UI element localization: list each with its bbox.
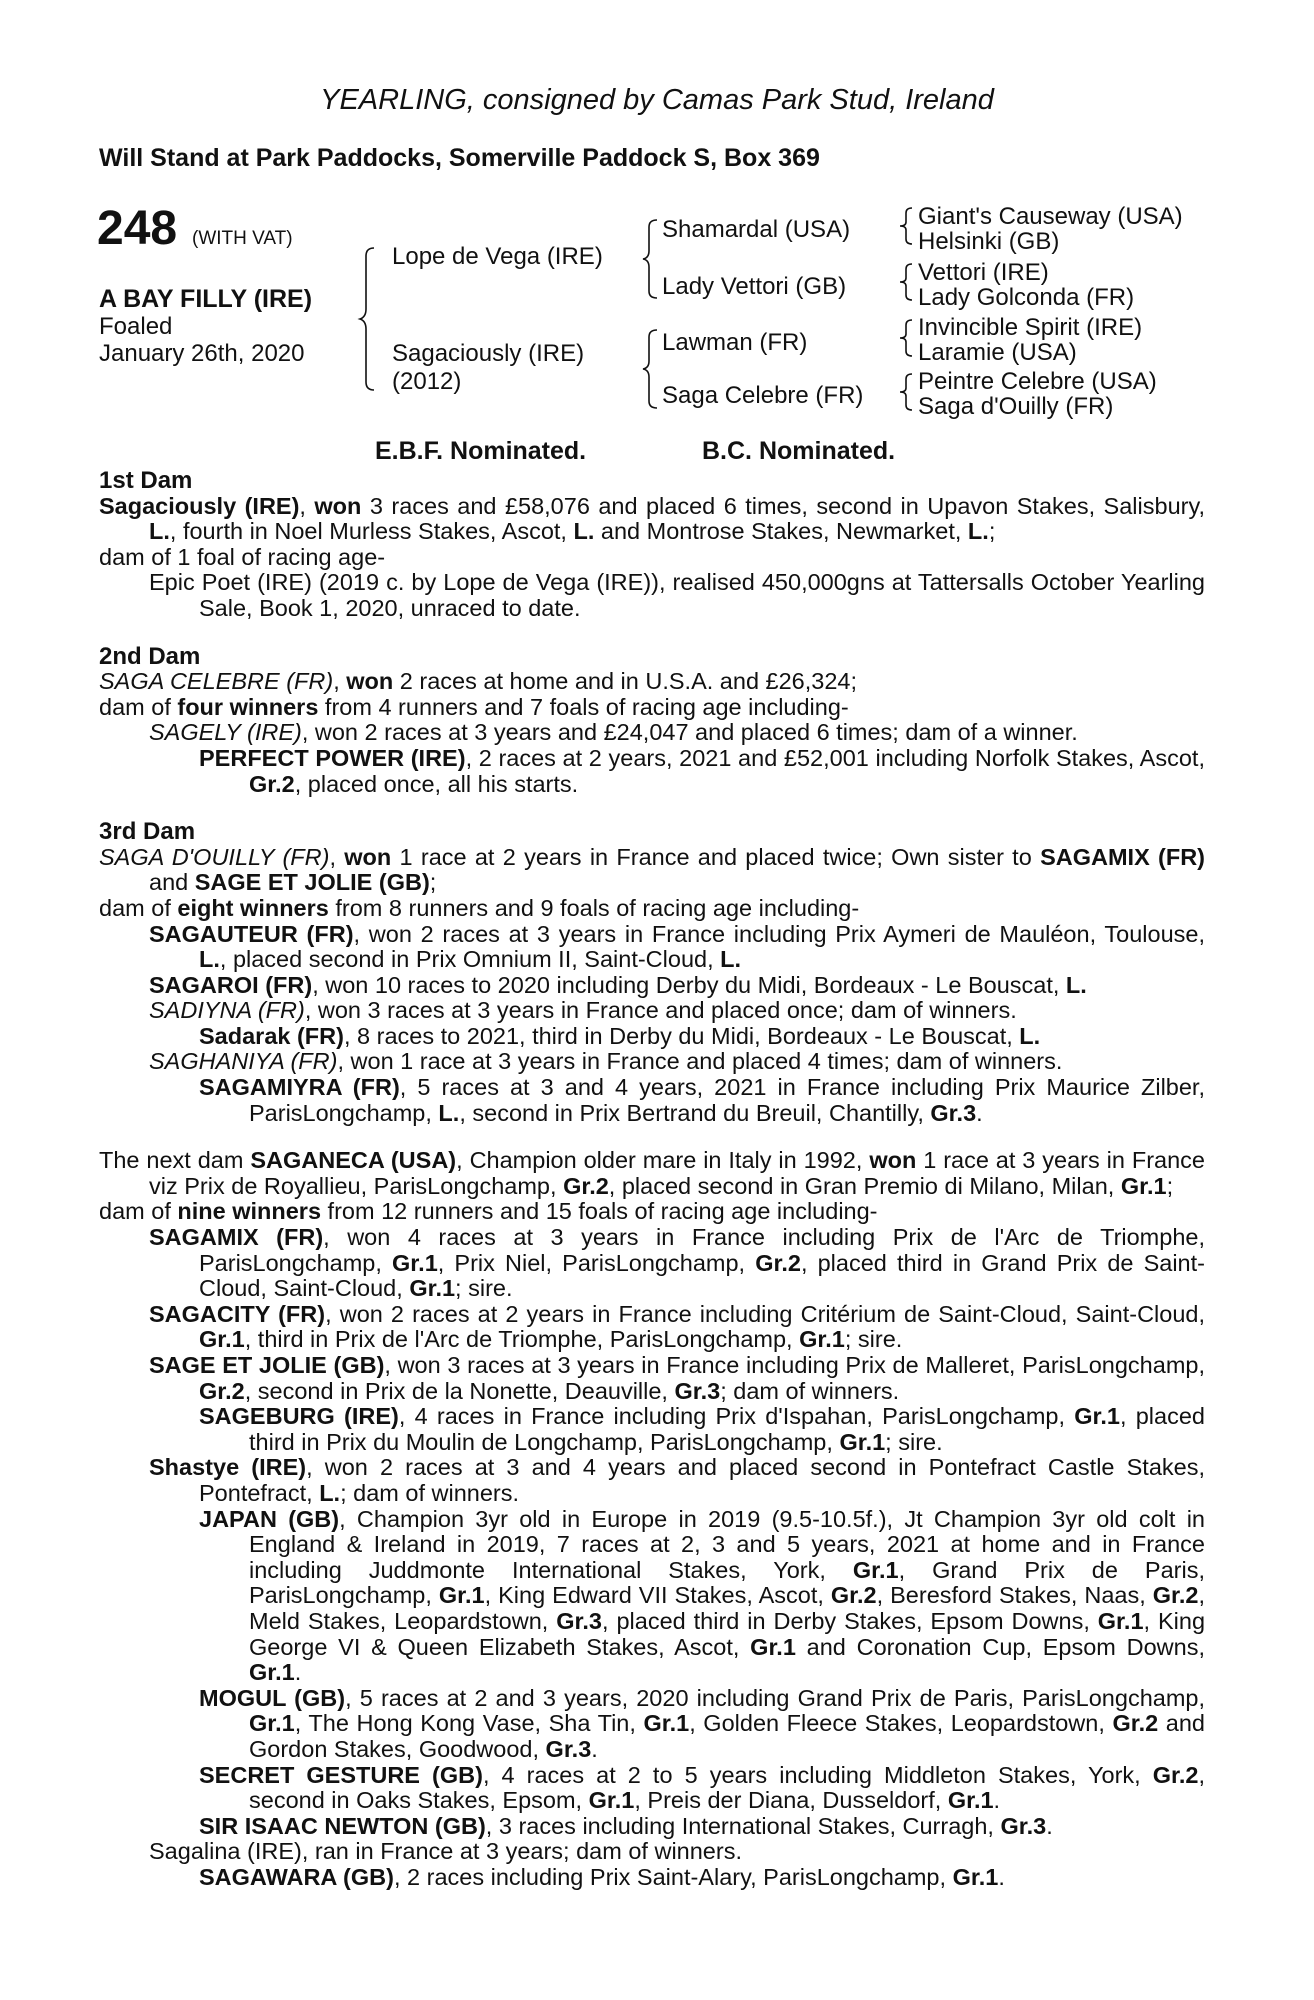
text-run: , won 3 races at 3 years in France including Prix de Malleret, ParisLongchamp, bbox=[384, 1352, 1205, 1378]
text-run: from 8 runners and 9 foals of racing age including- bbox=[328, 894, 860, 921]
foaled-date: January 26th, 2020 bbox=[99, 340, 305, 367]
text-run: ; sire. bbox=[455, 1275, 513, 1302]
text-run: , placed second in Gran Premio di Milano, Milan, bbox=[608, 1172, 1121, 1199]
pedigree-ggp: Invincible Spirit (IRE) bbox=[918, 314, 1143, 341]
text-run: . bbox=[993, 1787, 1001, 1814]
bold-run: Gr.2 bbox=[755, 1249, 801, 1276]
text-run: , fourth in Noel Murless Stakes, Ascot, bbox=[169, 518, 574, 545]
bold-run: Gr.1 bbox=[799, 1326, 845, 1353]
bold-run: SAGAMIX (FR) bbox=[149, 1224, 324, 1251]
text-run: 1 race at 2 years in France and placed twice; Own sister to bbox=[391, 843, 1041, 870]
text-run: , 2 races including Prix Saint-Alary, ParisLongchamp, bbox=[393, 1863, 953, 1890]
text-run: ; bbox=[1166, 1172, 1174, 1199]
brace-ggp-3 bbox=[898, 318, 916, 358]
foaled-label: Foaled bbox=[99, 313, 173, 340]
text-run: , won 2 races at 2 years in France including Critérium de Saint-Cloud, Saint-Cloud, bbox=[325, 1300, 1205, 1327]
pedigree-entry bbox=[99, 1075, 1205, 1126]
text-run: and Gordon Stakes, Goodwood, bbox=[249, 1710, 1205, 1762]
bold-run: PERFECT POWER (IRE) bbox=[199, 744, 466, 771]
text-run: , placed once, all his starts. bbox=[294, 770, 579, 797]
bold-run: SAGE ET JOLIE (GB) bbox=[149, 1352, 385, 1378]
stand-location: Will Stand at Park Paddocks, Somerville Paddock S, Box 369 bbox=[99, 144, 820, 172]
bold-run: Gr.3 bbox=[1000, 1812, 1047, 1839]
bold-run: SAGAUTEUR (FR) bbox=[149, 920, 354, 947]
pedigree-ggp: Giant's Causeway (USA) bbox=[918, 203, 1183, 230]
pedigree-entry bbox=[99, 1507, 1205, 1686]
pedigree-dam-sire: Lawman (FR) bbox=[662, 329, 808, 356]
pedigree-entry bbox=[99, 1148, 1205, 1199]
bold-run: Gr.1 bbox=[852, 1556, 899, 1583]
bold-run: L. bbox=[149, 518, 170, 545]
bold-run: SAGANECA (USA) bbox=[250, 1147, 457, 1174]
pedigree-entry bbox=[99, 1839, 1205, 1865]
text-run: . bbox=[1046, 1812, 1053, 1839]
text-run: , Golden Fleece Stakes, Leopardstown, bbox=[689, 1710, 1113, 1737]
text-run: . bbox=[998, 1863, 1005, 1890]
text-run: , 2 races at 2 years, 2021 and £52,001 including Norfolk Stakes, Ascot, bbox=[465, 744, 1205, 771]
text-run: , won 3 races at 3 years in France and placed once; dam of winners. bbox=[304, 997, 1017, 1024]
text-run: . bbox=[591, 1735, 598, 1762]
text-run: and Coronation Cup, Epsom Downs, bbox=[795, 1633, 1205, 1660]
pedigree-entry bbox=[99, 973, 1205, 999]
text-run: , Meld Stakes, Leopardstown, bbox=[249, 1582, 1205, 1634]
pedigree-entry bbox=[99, 570, 1205, 621]
bold-run: Sagaciously (IRE) bbox=[99, 492, 300, 519]
bold-run: Gr.2 bbox=[1112, 1710, 1159, 1737]
page-subtitle: YEARLING, consigned by Camas Park Stud, Ireland bbox=[320, 84, 994, 116]
bold-run: Gr.1 bbox=[839, 1428, 886, 1455]
bold-run: nine winners bbox=[177, 1198, 322, 1225]
text-run: , 8 races to 2021, third in Derby du Midi, Bordeaux - Le Bouscat, bbox=[343, 1022, 1020, 1049]
pedigree-entry bbox=[99, 1865, 1205, 1891]
bold-run: Gr.1 bbox=[1097, 1607, 1144, 1634]
text-run: , won 2 races at 3 years and £24,047 and placed 6 times; dam of a winner. bbox=[301, 719, 1078, 746]
pedigree-entry bbox=[99, 695, 1205, 721]
bold-run: Gr.1 bbox=[249, 1659, 295, 1686]
bold-run: SAGAMIYRA (FR) bbox=[199, 1074, 400, 1101]
pedigree-sire-sire: Shamardal (USA) bbox=[662, 216, 851, 243]
text-run: from 4 runners and 7 foals of racing age including- bbox=[318, 693, 849, 720]
pedigree-entry bbox=[99, 896, 1205, 922]
bold-run: SECRET GESTURE (GB) bbox=[199, 1761, 483, 1788]
bold-run: Gr.1 bbox=[1120, 1172, 1167, 1199]
bold-run: SAGE ET JOLIE (GB) bbox=[194, 869, 430, 896]
text-run: , won 2 races at 3 and 4 years and placed second in Pontefract Castle Stakes, Pontefract, bbox=[199, 1454, 1205, 1506]
bc-nomination: B.C. Nominated. bbox=[702, 437, 896, 465]
text-run: ; sire. bbox=[885, 1428, 943, 1455]
text-run: , Grand Prix de Paris, ParisLongchamp, bbox=[249, 1556, 1205, 1609]
bold-run: L. bbox=[967, 518, 989, 545]
bold-run: JAPAN (GB) bbox=[199, 1505, 340, 1532]
text-run: ; bbox=[988, 518, 996, 545]
text-run: , third in Prix de l'Arc de Triomphe, ParisLongchamp, bbox=[244, 1326, 800, 1353]
pedigree-entry bbox=[99, 669, 1205, 695]
brace-sire-parents bbox=[641, 218, 661, 300]
bold-run: four winners bbox=[177, 693, 319, 720]
vat-note: (WITH VAT) bbox=[192, 228, 293, 249]
text-run: , Prix Niel, ParisLongchamp, bbox=[437, 1249, 756, 1276]
bold-run: Gr.2 bbox=[1152, 1582, 1199, 1609]
pedigree-entry bbox=[99, 545, 1205, 571]
bold-run: Gr.2 bbox=[830, 1582, 877, 1609]
bold-run: Gr.1 bbox=[643, 1710, 690, 1737]
text-run: , second in Oaks Stakes, Epsom, bbox=[249, 1761, 1205, 1814]
section-heading: 3rd Dam bbox=[99, 818, 196, 846]
pedigree-dam-year: (2012) bbox=[392, 368, 462, 395]
lot-number: 248 bbox=[97, 202, 178, 255]
pedigree-dam: Sagaciously (IRE) bbox=[392, 340, 585, 367]
italic-run: SAGHANIYA (FR) bbox=[149, 1048, 338, 1075]
bold-run: L. bbox=[1019, 1022, 1041, 1049]
bold-run: L. bbox=[1065, 971, 1087, 998]
bold-run: SAGACITY (FR) bbox=[149, 1300, 326, 1327]
bold-run: L. bbox=[573, 518, 595, 545]
bold-run: Gr.1 bbox=[438, 1582, 485, 1609]
bold-run: SAGAMIX (FR) bbox=[1040, 843, 1205, 870]
bold-run: won bbox=[344, 843, 392, 870]
text-run: Sagalina (IRE), ran in France at 3 years; dam of winners. bbox=[149, 1838, 742, 1865]
text-run: , placed second in Prix Omnium II, Saint-Cloud, bbox=[219, 946, 721, 973]
pedigree-entry bbox=[99, 1225, 1205, 1302]
bold-run: eight winners bbox=[177, 894, 329, 921]
brace-ggp-4 bbox=[898, 372, 916, 412]
text-run: dam of bbox=[99, 894, 178, 921]
text-run: , 4 races at 2 to 5 years including Middleton Stakes, York, bbox=[482, 1761, 1153, 1788]
text-run: , Beresford Stakes, Naas, bbox=[876, 1582, 1153, 1609]
bold-run: MOGUL (GB) bbox=[199, 1684, 346, 1711]
text-run: 2 races at home and in U.S.A. and £26,324; bbox=[393, 668, 858, 695]
text-run: 1 race at 3 years in France viz Prix de Royallieu, ParisLongchamp, bbox=[149, 1147, 1205, 1199]
bold-run: Gr.1 bbox=[947, 1787, 994, 1814]
text-run: , placed third in Derby Stakes, Epsom Downs, bbox=[602, 1607, 1098, 1634]
bold-run: SAGAWARA (GB) bbox=[199, 1863, 394, 1890]
pedigree-ggp: Helsinki (GB) bbox=[918, 228, 1060, 255]
text-run: and bbox=[149, 869, 195, 896]
text-run: , won 10 races to 2020 including Derby du Midi, Bordeaux - Le Bouscat, bbox=[312, 971, 1066, 998]
text-run: , 3 races including International Stakes, Curragh, bbox=[485, 1812, 1001, 1839]
text-run: , 4 races in France including Prix d'Ispahan, ParisLongchamp, bbox=[398, 1403, 1075, 1430]
pedigree-entry bbox=[99, 1763, 1205, 1814]
bold-run: Gr.2 bbox=[1152, 1761, 1199, 1788]
text-run: from 12 runners and 15 foals of racing age including- bbox=[321, 1198, 878, 1225]
pedigree-ggp: Lady Golconda (FR) bbox=[918, 284, 1135, 311]
bold-run: won bbox=[314, 492, 362, 519]
bold-run: SAGAROI (FR) bbox=[149, 971, 313, 998]
italic-run: SAGELY (IRE) bbox=[149, 719, 302, 746]
text-run: Epic Poet (IRE) (2019 c. by Lope de Vega (IRE)), realised 450,000gns at Tattersalls October Yearling Sale, Book 1, 2020, unraced to date. bbox=[149, 569, 1205, 621]
italic-run: SAGA CELEBRE (FR) bbox=[99, 668, 334, 695]
text-run: and Montrose Stakes, Newmarket, bbox=[594, 518, 968, 545]
bold-run: L. bbox=[720, 946, 742, 973]
bold-run: Gr.1 bbox=[588, 1787, 635, 1814]
bold-run: SIR ISAAC NEWTON (GB) bbox=[199, 1812, 486, 1839]
text-run: , 5 races at 2 and 3 years, 2020 including Grand Prix de Paris, ParisLongchamp, bbox=[345, 1684, 1206, 1711]
pedigree-entry bbox=[99, 1024, 1205, 1050]
text-run: , Preis der Diana, Dusseldorf, bbox=[634, 1787, 948, 1814]
pedigree-entry bbox=[99, 1404, 1205, 1455]
pedigree-entry bbox=[99, 922, 1205, 973]
text-run: dam of bbox=[99, 693, 178, 720]
catalogue-body bbox=[99, 468, 1205, 1890]
text-run: , bbox=[329, 843, 345, 870]
text-run: ; bbox=[429, 869, 437, 896]
text-run: , placed third in Grand Prix de Saint-Cloud, Saint-Cloud, bbox=[199, 1249, 1205, 1302]
text-run: , placed third in Prix du Moulin de Longchamp, ParisLongchamp, bbox=[249, 1403, 1205, 1455]
pedigree-sire: Lope de Vega (IRE) bbox=[392, 243, 603, 270]
text-run: , won 2 races at 3 years in France including Prix Aymeri de Mauléon, Toulouse, bbox=[353, 920, 1206, 947]
text-run: , won 1 race at 3 years in France and placed 4 times; dam of winners. bbox=[337, 1048, 1063, 1075]
section-heading: 2nd Dam bbox=[99, 642, 201, 670]
text-run: , Champion older mare in Italy in 1992, bbox=[456, 1147, 870, 1174]
ebf-nomination: E.B.F. Nominated. bbox=[375, 437, 587, 465]
pedigree-ggp: Vettori (IRE) bbox=[918, 259, 1049, 286]
bold-run: Gr.1 bbox=[199, 1326, 245, 1353]
text-run: , The Hong Kong Vase, Sha Tin, bbox=[294, 1710, 644, 1737]
pedigree-entry bbox=[99, 1353, 1205, 1404]
bold-run: SAGEBURG (IRE) bbox=[199, 1403, 399, 1430]
pedigree-entry bbox=[99, 494, 1205, 545]
bold-run: Gr.1 bbox=[750, 1633, 796, 1660]
horse-name: A BAY FILLY (IRE) bbox=[99, 285, 313, 313]
text-run: ; dam of winners. bbox=[340, 1479, 520, 1506]
text-run: ; dam of winners. bbox=[720, 1377, 900, 1404]
bold-run: Gr.3 bbox=[545, 1735, 592, 1762]
pedigree-entry bbox=[99, 1455, 1205, 1506]
pedigree-ggp: Laramie (USA) bbox=[918, 339, 1077, 366]
text-run: The next dam bbox=[99, 1147, 251, 1174]
pedigree-sire-dam: Lady Vettori (GB) bbox=[662, 273, 847, 300]
text-run: , Champion 3yr old in Europe in 2019 (9.5-10.5f.), Jt Champion 3yr old colt in England & Ireland in 2019, 7 races at 2, 3 and 5 years, 2021 at home and in France including Juddmonte International Stakes, York, bbox=[249, 1505, 1205, 1583]
text-run: 3 races and £58,076 and placed 6 times, second in Upavon Stakes, Salisbury, bbox=[361, 492, 1205, 519]
bold-run: Gr.1 bbox=[952, 1863, 999, 1890]
text-run: , King Edward VII Stakes, Ascot, bbox=[484, 1582, 831, 1609]
bold-run: Gr.3 bbox=[930, 1099, 977, 1126]
bold-run: L. bbox=[199, 946, 220, 973]
bold-run: Sadarak (FR) bbox=[199, 1022, 344, 1049]
text-run: , King George VI & Queen Elizabeth Stakes, Ascot, bbox=[249, 1607, 1206, 1660]
text-run: , second in Prix de la Nonette, Deauville, bbox=[244, 1377, 675, 1404]
bold-run: Gr.1 bbox=[392, 1249, 438, 1276]
pedigree-entry bbox=[99, 746, 1205, 797]
bold-run: won bbox=[346, 668, 394, 695]
pedigree-entry bbox=[99, 1686, 1205, 1763]
text-run: . bbox=[294, 1659, 302, 1686]
brace-ggp-1 bbox=[898, 206, 916, 246]
text-run: , bbox=[299, 492, 315, 519]
pedigree-entry bbox=[99, 1049, 1205, 1075]
bold-run: Gr.3 bbox=[674, 1377, 721, 1404]
bold-run: Gr.2 bbox=[199, 1377, 245, 1404]
bold-run: L. bbox=[319, 1479, 341, 1506]
pedigree-ggp: Saga d'Ouilly (FR) bbox=[918, 393, 1114, 420]
text-run: , bbox=[333, 668, 347, 695]
bold-run: Gr.1 bbox=[1074, 1403, 1120, 1430]
pedigree-entry bbox=[99, 998, 1205, 1024]
bold-run: L. bbox=[438, 1099, 460, 1126]
bold-run: Shastye (IRE) bbox=[149, 1454, 307, 1481]
pedigree-entry bbox=[99, 1814, 1205, 1840]
italic-run: SAGA D'OUILLY (FR) bbox=[99, 843, 330, 870]
text-run: . bbox=[976, 1099, 983, 1126]
bold-run: Gr.2 bbox=[563, 1172, 609, 1199]
brace-ggp-2 bbox=[898, 262, 916, 302]
italic-run: SADIYNA (FR) bbox=[149, 997, 305, 1024]
bold-run: Gr.3 bbox=[556, 1607, 602, 1634]
text-run: dam of bbox=[99, 1198, 178, 1225]
pedigree-entry bbox=[99, 1199, 1205, 1225]
pedigree-entry bbox=[99, 845, 1205, 896]
pedigree-ggp: Peintre Celebre (USA) bbox=[918, 368, 1157, 395]
brace-dam-parents bbox=[641, 328, 661, 410]
text-run: , second in Prix Bertrand du Breuil, Chantilly, bbox=[459, 1099, 931, 1126]
text-run: dam of 1 foal of racing age- bbox=[99, 543, 386, 570]
section-heading: 1st Dam bbox=[99, 467, 193, 494]
bold-run: won bbox=[869, 1147, 917, 1174]
pedigree-entry bbox=[99, 720, 1205, 746]
brace-sire-dam bbox=[358, 246, 378, 392]
text-run: , 5 races at 3 and 4 years, 2021 in France including Prix Maurice Zilber, ParisLongchamp, bbox=[249, 1074, 1205, 1126]
pedigree-entry bbox=[99, 1302, 1205, 1353]
pedigree-dam-dam: Saga Celebre (FR) bbox=[662, 382, 864, 409]
text-run: ; sire. bbox=[844, 1326, 903, 1353]
bold-run: Gr.2 bbox=[249, 770, 295, 797]
bold-run: Gr.1 bbox=[249, 1710, 295, 1737]
text-run: , won 4 races at 3 years in France including Prix de l'Arc de Triomphe, ParisLongchamp, bbox=[199, 1224, 1205, 1276]
bold-run: Gr.1 bbox=[409, 1275, 456, 1302]
